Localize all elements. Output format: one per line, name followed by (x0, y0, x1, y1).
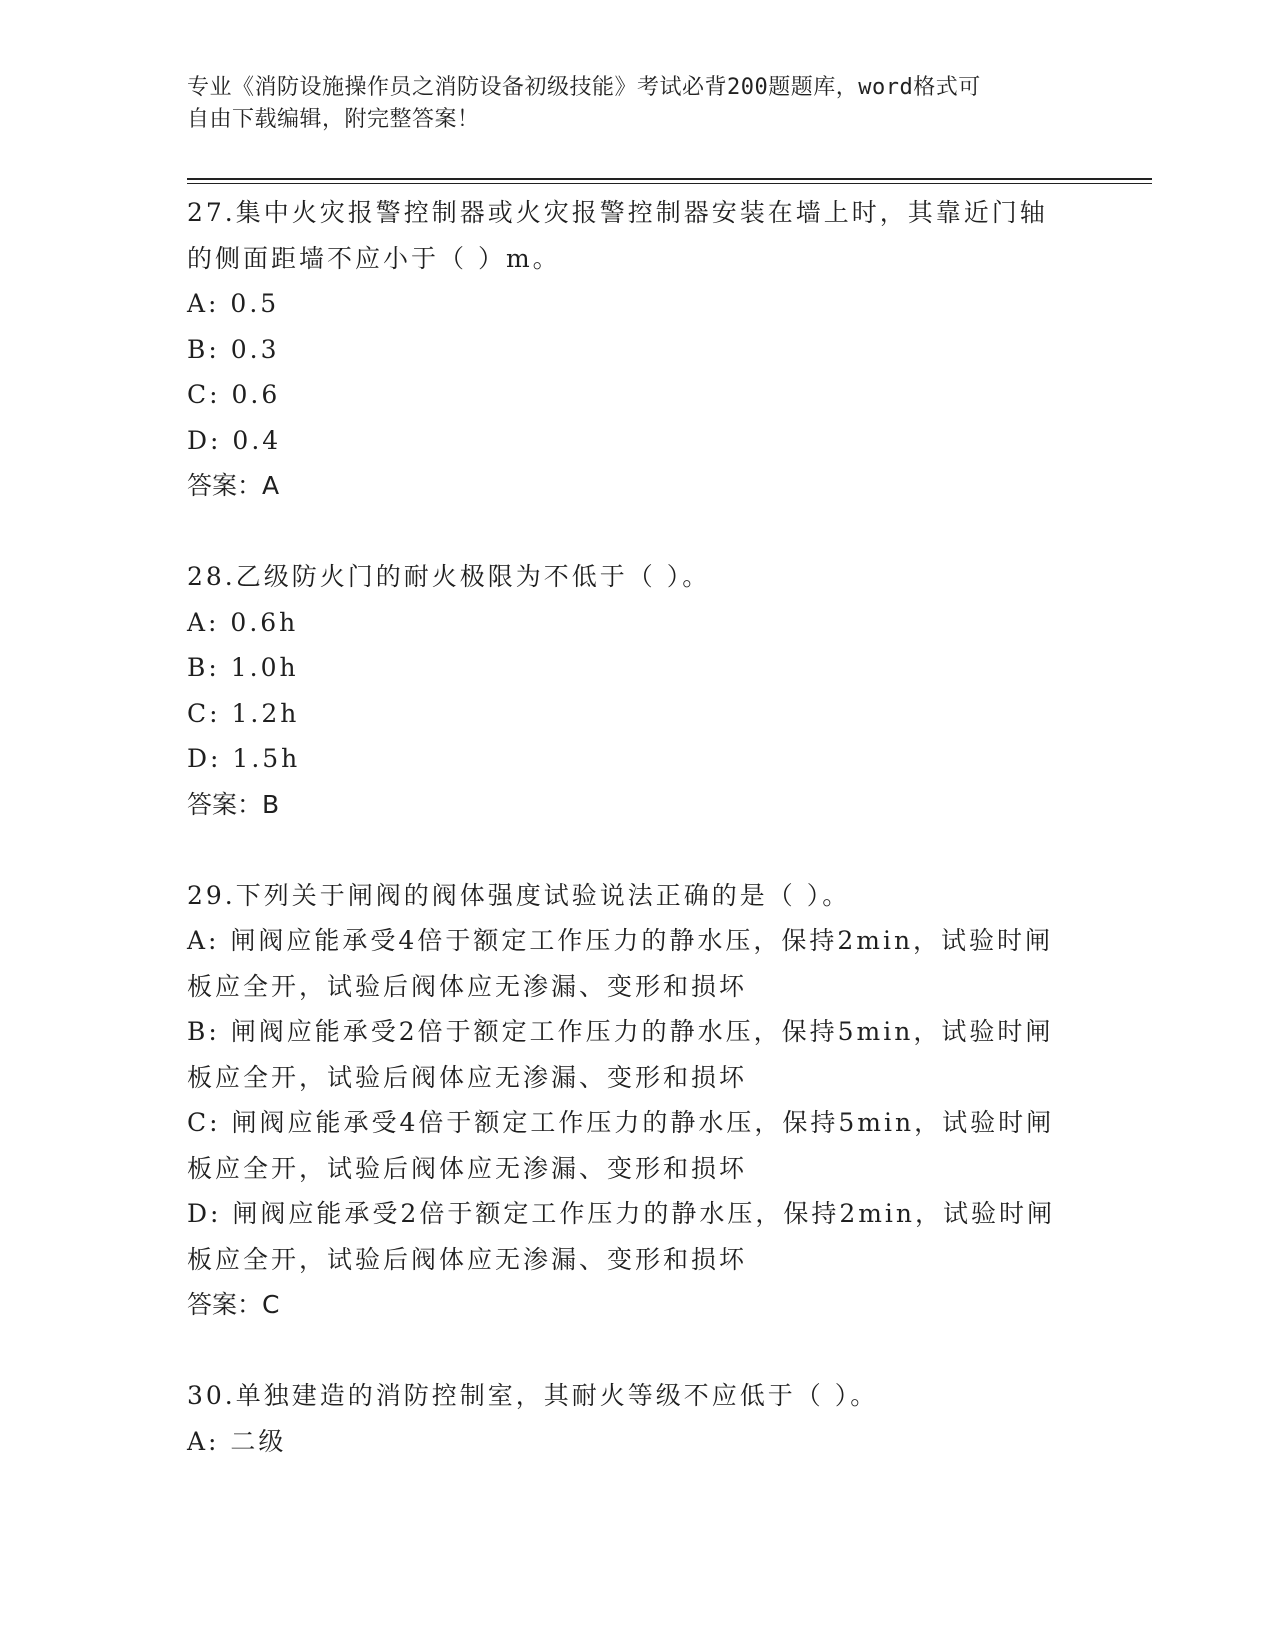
question-stem: 27.集中火灾报警控制器或火灾报警控制器安装在墙上时，其靠近门轴 (187, 198, 1048, 227)
option-c: C: 1.2h (187, 698, 300, 728)
option-a: A: 二级 (187, 1426, 287, 1456)
option-c-continued: 板应全开，试验后阀体应无渗漏、变形和损坏 (187, 1153, 748, 1183)
option-c: C: 闸阀应能承受4倍于额定工作压力的静水压，保持5min，试验时闸 (187, 1108, 1055, 1137)
question-stem: 的侧面距墙不应小于（ ）m。 (187, 243, 561, 273)
question-list (187, 190, 1087, 1464)
answer-label: 答案：B (187, 789, 280, 819)
option-b-continued: 板应全开，试验后阀体应无渗漏、变形和损坏 (187, 1062, 748, 1092)
answer-label: 答案：A (187, 471, 280, 500)
document-header (187, 72, 1067, 136)
question-stem: 28.乙级防火门的耐火极限为不低于（ ）。 (187, 562, 711, 591)
option-d-continued: 板应全开，试验后阀体应无渗漏、变形和损坏 (187, 1244, 748, 1274)
spacer (187, 1328, 1087, 1374)
header-line-2: 自由下载编辑，附完整答案！ (187, 107, 480, 132)
option-d: D: 闸阀应能承受2倍于额定工作压力的静水压，保持2min，试验时闸 (187, 1199, 1056, 1228)
option-d: D: 1.5h (187, 744, 301, 773)
option-a: A: 0.6h (187, 607, 299, 637)
option-a: A: 0.5 (187, 289, 280, 318)
answer-label: 答案：C (187, 1290, 280, 1319)
option-b: B: 1.0h (187, 653, 299, 682)
option-a: A: 闸阀应能承受4倍于额定工作压力的静水压，保持2min，试验时闸 (187, 926, 1054, 955)
question-30 (187, 1373, 1087, 1464)
option-b: B: 闸阀应能承受2倍于额定工作压力的静水压，保持5min，试验时闸 (187, 1017, 1054, 1046)
option-a-continued: 板应全开，试验后阀体应无渗漏、变形和损坏 (187, 971, 748, 1001)
header-divider-thin (187, 183, 1152, 184)
header-divider-thick (187, 178, 1152, 180)
question-stem: 29.下列关于闸阀的阀体强度试验说法正确的是（ ）。 (187, 880, 851, 910)
spacer (187, 827, 1087, 873)
option-b: B: 0.3 (187, 334, 280, 364)
question-29 (187, 873, 1087, 1328)
header-line-1: 专业《消防设施操作员之消防设备初级技能》考试必背200题题库，word格式可 (187, 75, 981, 100)
spacer (187, 509, 1087, 555)
question-27 (187, 190, 1087, 509)
option-c: C: 0.6 (187, 380, 281, 409)
option-d: D: 0.4 (187, 425, 282, 455)
question-28 (187, 554, 1087, 827)
question-stem: 30.单独建造的消防控制室，其耐火等级不应低于（ ）。 (187, 1381, 879, 1410)
